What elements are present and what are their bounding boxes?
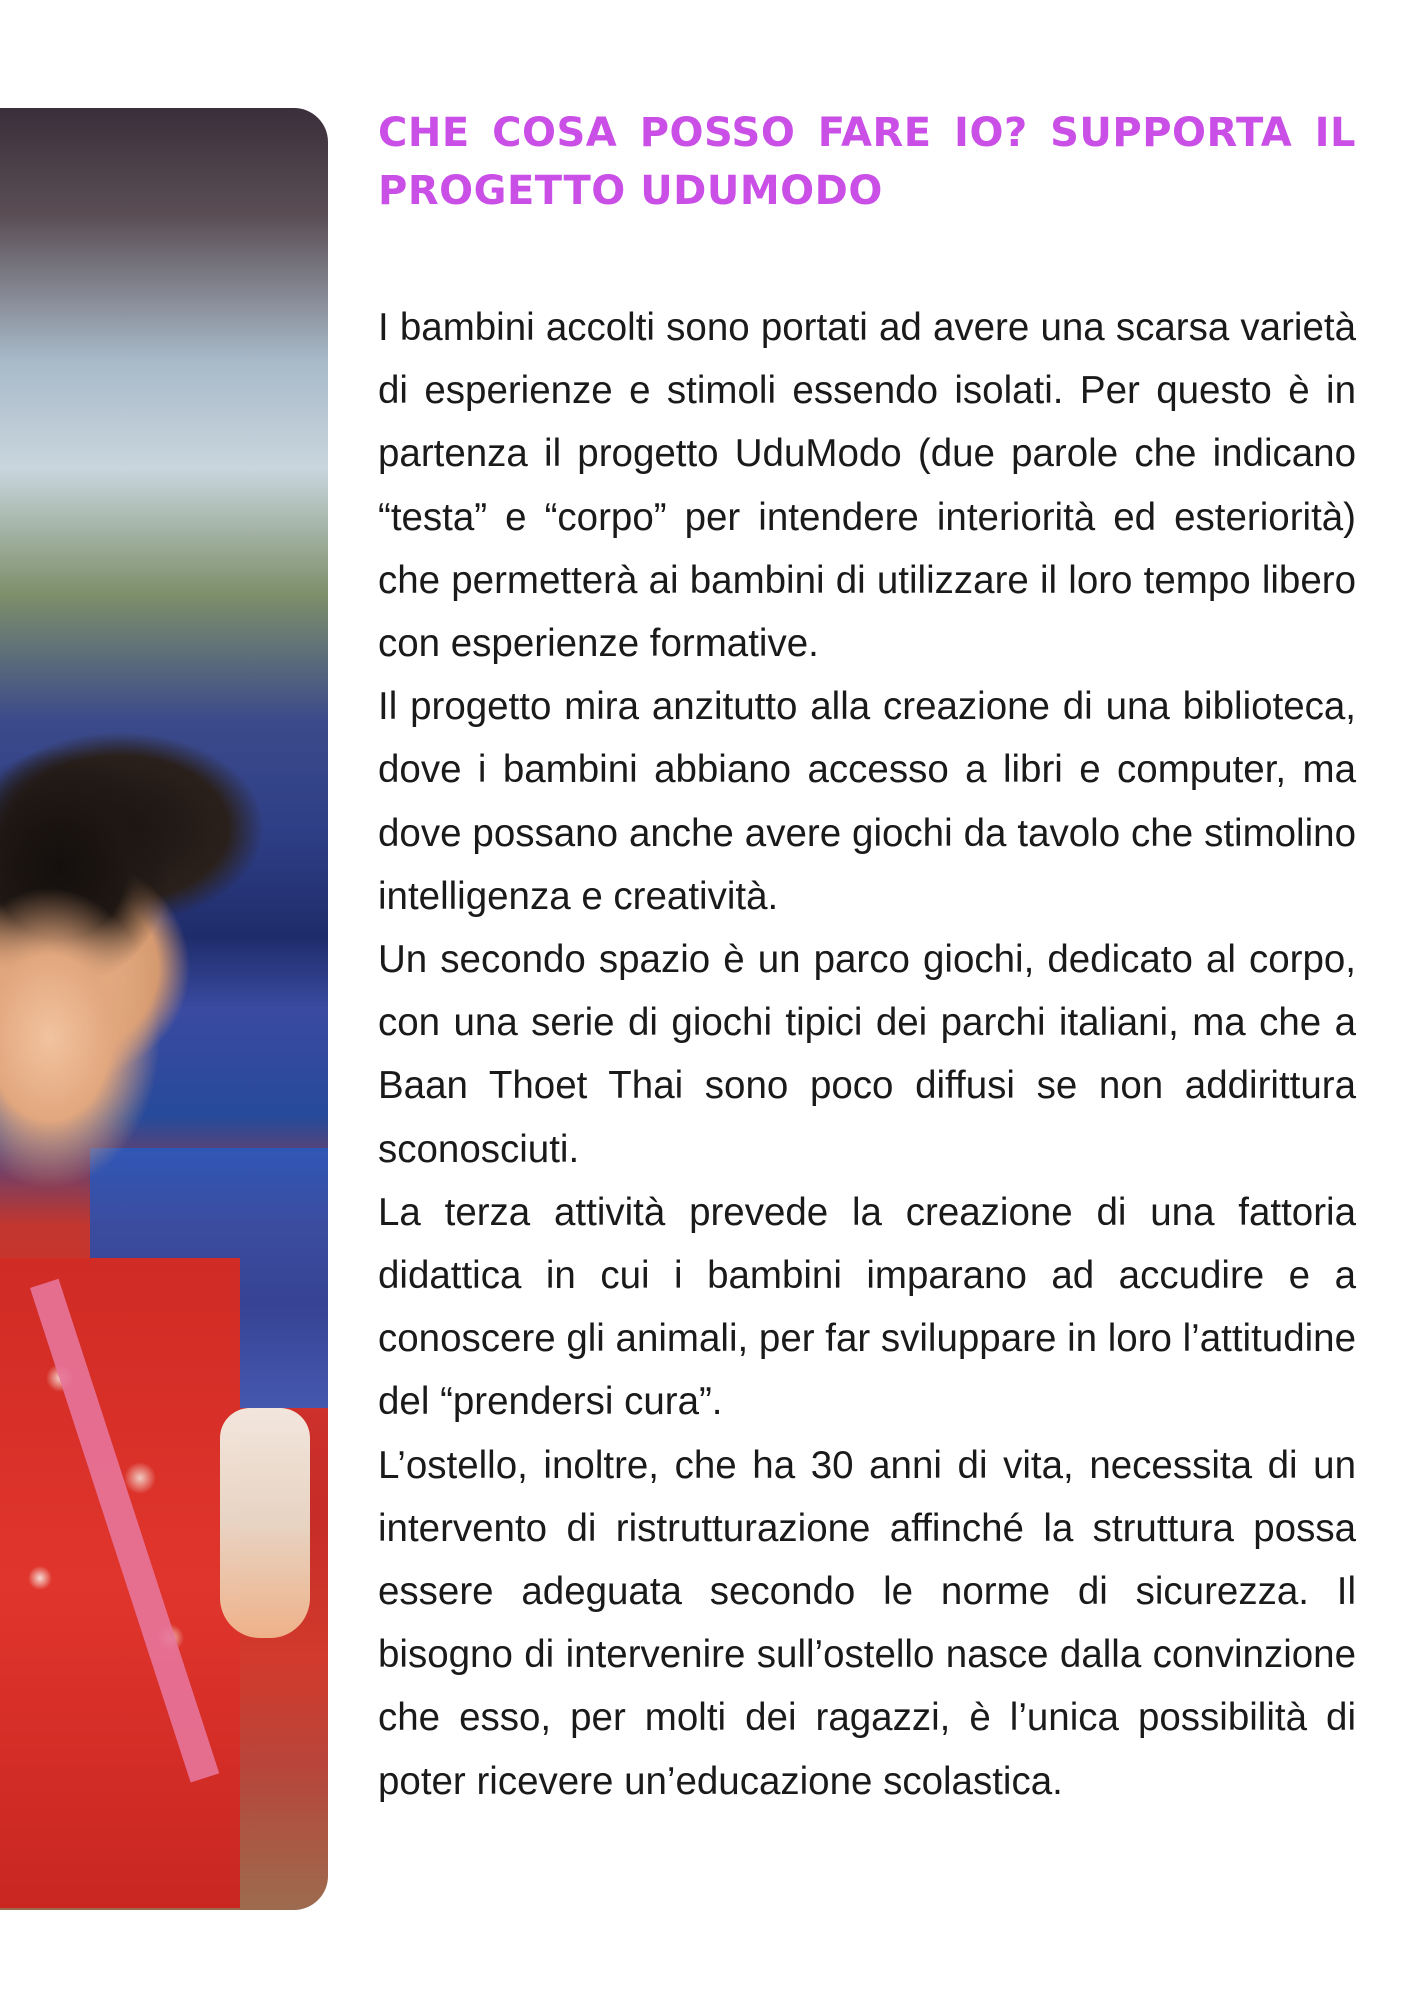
title-line-1: CHE COSA POSSO FARE IO? SUPPORTA IL bbox=[378, 110, 1356, 156]
water-bottle bbox=[220, 1408, 310, 1638]
title-line-2: PROGETTO UDUMODO bbox=[378, 168, 883, 214]
red-dress bbox=[0, 1258, 240, 1908]
paragraph: Il progetto mira anzitutto alla creazione di una biblioteca, dove i bambini abbiano accesso a libri e computer, ma dove possano anche avere giochi da tavolo che stimolino intelligenza e creatività. bbox=[378, 685, 1356, 918]
paragraph: Un secondo spazio è un parco giochi, dedicato al corpo, con una serie di giochi tipici dei parchi italiani, ma che a Baan Thoet Thai sono poco diffusi se non addirittura sconosciuti. bbox=[378, 938, 1356, 1171]
child-face bbox=[0, 888, 190, 1188]
child-photo bbox=[0, 108, 328, 1910]
paragraph: La terza attività prevede la creazione di una fattoria didattica in cui i bambini imparano ad accudire e a conoscere gli animali, per far sviluppare in loro l’attitudine del “prendersi cura”. bbox=[378, 1190, 1356, 1424]
article-body bbox=[378, 296, 1356, 1813]
paragraph: I bambini accolti sono portati ad avere una scarsa varietà di esperienze e stimoli essendo isolati. Per questo è in partenza il progetto UduModo (due parole che indicano “testa” e “corpo” per intendere interiorità ed esteriorità) che permetterà ai bambini di utilizzare il loro tempo libero con esperienze formative. bbox=[378, 306, 1356, 666]
page-title bbox=[378, 104, 1356, 220]
article bbox=[378, 104, 1356, 1813]
paragraph: L’ostello, inoltre, che ha 30 anni di vita, necessita di un intervento di ristrutturazione affinché la struttura possa essere adeguata secondo le norme di sicurezza. Il bisogno di intervenire sull’ostello nasce dalla convinzione che esso, per molti dei ragazzi, è l’unica possibilità di poter ricevere un’educazione scolastica. bbox=[378, 1443, 1356, 1803]
